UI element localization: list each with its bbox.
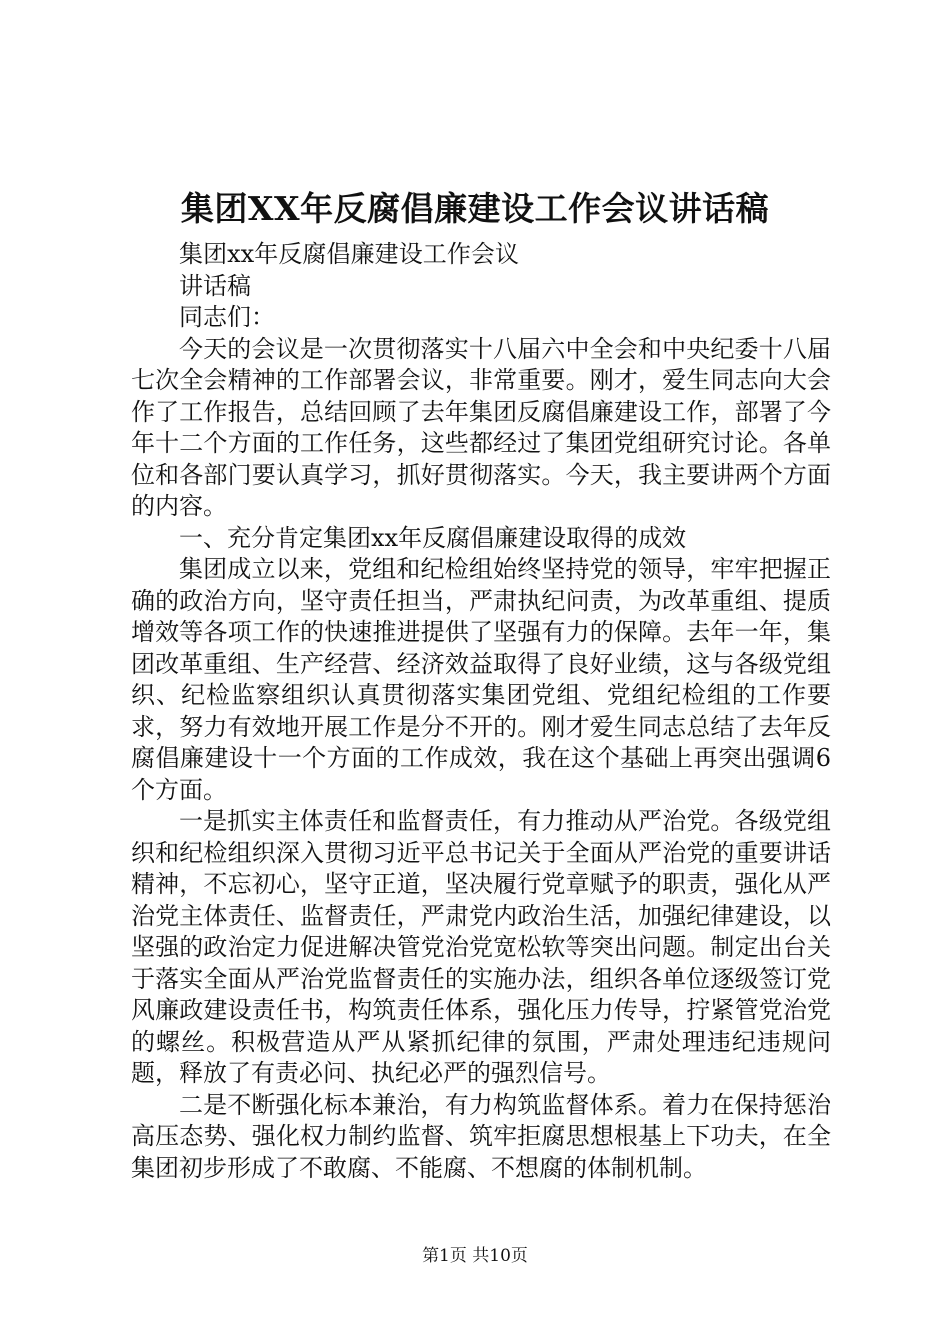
subtitle-paragraph: 集团xx年反腐倡廉建设工作会议讲话稿 [179, 240, 519, 300]
section-heading: 一、充分肯定集团xx年反腐倡廉建设取得的成效 [179, 523, 687, 552]
body-paragraph: 二是不断强化标本兼治，有力构筑监督体系。着力在保持惩治高压态势、强化权力制约监督、筑牢拒腐思想根基上下功夫，在全集团初步形成了不敢腐、不能腐、不想腐的体制机制。 [131, 1090, 831, 1182]
body-paragraph: 集团成立以来，党组和纪检组始终坚持党的领导，牢牢把握正确的政治方向，坚守责任担当，严肃执纪问责，为改革重组、提质增效等各项工作的快速推进提供了坚强有力的保障。去年一年，集团改革重组、生产经营、经济效益取得了良好业绩，这与各级党组织、纪检监察组织认真贯彻落实集团党组、党组纪检组的工作要求，努力有效地开展工作是分不开的。刚才爱生同志总结了去年反腐倡廉建设十一个方面的工作成效，我在这个基础上再突出强调6个方面。 [131, 555, 831, 804]
document-title: 集团XX年反腐倡廉建设工作会议讲话稿 [180, 189, 770, 228]
page-footer: 第1页 共10页 [422, 1246, 528, 1266]
salutation-paragraph: 同志们： [179, 303, 275, 331]
body-paragraph: 今天的会议是一次贯彻落实十八届六中全会和中央纪委十八届七次全会精神的工作部署会议，非常重要。刚才，爱生同志向大会作了工作报告，总结回顾了去年集团反腐倡廉建设工作，部署了今年十二个方面的工作任务，这些都经过了集团党组研究讨论。各单位和各部门要认真学习，抓好贯彻落实。今天，我主要讲两个方面的内容。 [131, 334, 831, 520]
document-body [131, 239, 831, 1184]
body-paragraph: 一是抓实主体责任和监督责任，有力推动从严治党。各级党组织和纪检组织深入贯彻习近平总书记关于全面从严治党的重要讲话精神，不忘初心，坚守正道，坚决履行党章赋予的职责，强化从严治党主体责任、监督责任，严肃党内政治生活，加强纪律建设，以坚强的政治定力促进解决管党治党宽松软等突出问题。制定出台关于落实全面从严治党监督责任的实施办法，组织各单位逐级签订党风廉政建设责任书，构筑责任体系，强化压力传导，拧紧管党治党的螺丝。积极营造从严从紧抓纪律的氛围，严肃处理违纪违规问题，释放了有责必问、执纪必严的强烈信号。 [131, 807, 831, 1087]
